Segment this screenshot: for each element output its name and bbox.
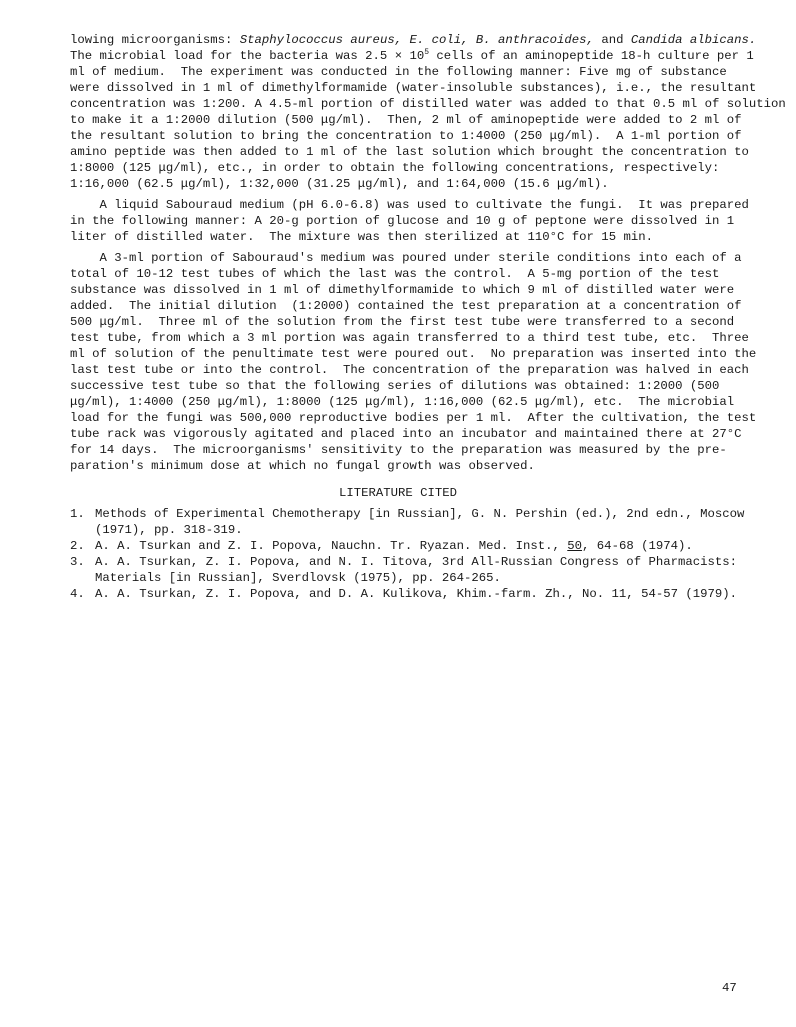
text-line: liter of distilled water. The mixture was then sterilized at 110°C for 15 min. bbox=[70, 230, 653, 244]
reference-line: A. A. Tsurkan, Z. I. Popova, and N. I. Titova, 3rd All-Russian Congress of Pharmacists: bbox=[95, 555, 738, 569]
reference-line: Materials [in Russian], Sverdlovsk (1975), pp. 264-265. bbox=[95, 571, 501, 585]
reference-line: Methods of Experimental Chemotherapy [in Russian], G. N. Pershin (ed.), 2nd edn., Moscow bbox=[95, 507, 745, 521]
text-run: A. A. Tsurkan and Z. I. Popova, Nauchn. Tr. Ryazan. Med. Inst., bbox=[95, 539, 568, 553]
page-number: 47 bbox=[722, 981, 737, 995]
text-line: last test tube or into the control. The concentration of the preparation was halved in each bbox=[70, 363, 749, 377]
reference-number: 4. bbox=[70, 587, 85, 601]
text-line: ml of medium. The experiment was conducted in the following manner: Five mg of substance bbox=[70, 65, 727, 79]
text-run: lowing microorganisms: bbox=[70, 33, 240, 47]
text-line: in the following manner: A 20-g portion of glucose and 10 g of peptone were dissolved in 1 bbox=[70, 214, 735, 228]
superscript: 5 bbox=[424, 48, 430, 57]
text-run: and bbox=[593, 33, 631, 47]
reference-line: (1971), pp. 318-319. bbox=[95, 523, 243, 537]
text-line: 500 μg/ml. Three ml of the solution from the first test tube were transferred to a second bbox=[70, 315, 735, 329]
reference-number: 3. bbox=[70, 555, 85, 569]
text-line: ml of solution of the penultimate test were poured out. No preparation was inserted into the bbox=[70, 347, 757, 361]
text-run: cells of an aminopeptide 18-h culture per 1 bbox=[429, 49, 754, 63]
reference-line bbox=[95, 539, 693, 553]
text-line: μg/ml), 1:4000 (250 μg/ml), 1:8000 (125 μg/ml), 1:16,000 (62.5 μg/ml), etc. The microbial bbox=[70, 395, 735, 409]
section-heading: LITERATURE CITED bbox=[338, 486, 458, 500]
text-line: to make it a 1:2000 dilution (500 μg/ml). Then, 2 ml of aminopeptide were added to 2 ml of bbox=[70, 113, 742, 127]
organism-names: Staphylococcus aureus, E. coli, B. anthracoides, bbox=[239, 33, 594, 47]
volume-number: 50 bbox=[567, 539, 583, 553]
text-line: paration's minimum dose at which no fungal growth was observed. bbox=[70, 459, 535, 473]
text-line: total of 10-12 test tubes of which the last was the control. A 5-mg portion of the test bbox=[70, 267, 720, 281]
text-line bbox=[70, 49, 754, 63]
reference-number: 2. bbox=[70, 539, 85, 553]
text-run: , 64-68 (1974). bbox=[582, 539, 693, 553]
text-line: load for the fungi was 500,000 reproductive bodies per 1 ml. After the cultivation, the test bbox=[70, 411, 757, 425]
text-line: A liquid Sabouraud medium (pH 6.0-6.8) was used to cultivate the fungi. It was prepared bbox=[70, 198, 749, 212]
text-line bbox=[70, 33, 756, 47]
text-line: 1:16,000 (62.5 μg/ml), 1:32,000 (31.25 μg/ml), and 1:64,000 (15.6 μg/ml). bbox=[70, 177, 609, 191]
organism-name: Candida albicans. bbox=[630, 33, 757, 47]
text-line: tube rack was vigorously agitated and placed into an incubator and maintained there at 27°C bbox=[70, 427, 742, 441]
text-line: A 3-ml portion of Sabouraud's medium was poured under sterile conditions into each of a bbox=[70, 251, 742, 265]
text-line: added. The initial dilution (1:2000) contained the test preparation at a concentration of bbox=[70, 299, 742, 313]
text-run: The microbial load for the bacteria was 2.5 × 10 bbox=[70, 49, 425, 63]
text-line: 1:8000 (125 μg/ml), etc., in order to obtain the following concentrations, respectively: bbox=[70, 161, 720, 175]
text-line: concentration was 1:200. A 4.5-ml portion of distilled water was added to that 0.5 ml of solution bbox=[70, 97, 786, 111]
text-line: substance was dissolved in 1 ml of dimethylformamide to which 9 ml of distilled water were bbox=[70, 283, 735, 297]
text-line: the resultant solution to bring the concentration to 1:4000 (250 μg/ml). A 1-ml portion of bbox=[70, 129, 742, 143]
text-line: for 14 days. The microorganisms' sensitivity to the preparation was measured by the pre- bbox=[70, 443, 727, 457]
reference-number: 1. bbox=[70, 507, 85, 521]
text-line: amino peptide was then added to 1 ml of the last solution which brought the concentration to bbox=[70, 145, 749, 159]
reference-line: A. A. Tsurkan, Z. I. Popova, and D. A. Kulikova, Khim.-farm. Zh., No. 11, 54-57 (1979). bbox=[95, 587, 738, 601]
text-line: test tube, from which a 3 ml portion was again transferred to a third test tube, etc. Three bbox=[70, 331, 749, 345]
text-line: successive test tube so that the following series of dilutions was obtained: 1:2000 (500 bbox=[70, 379, 720, 393]
text-line: were dissolved in 1 ml of dimethylformamide (water-insoluble substances), i.e., the resultant bbox=[70, 81, 757, 95]
